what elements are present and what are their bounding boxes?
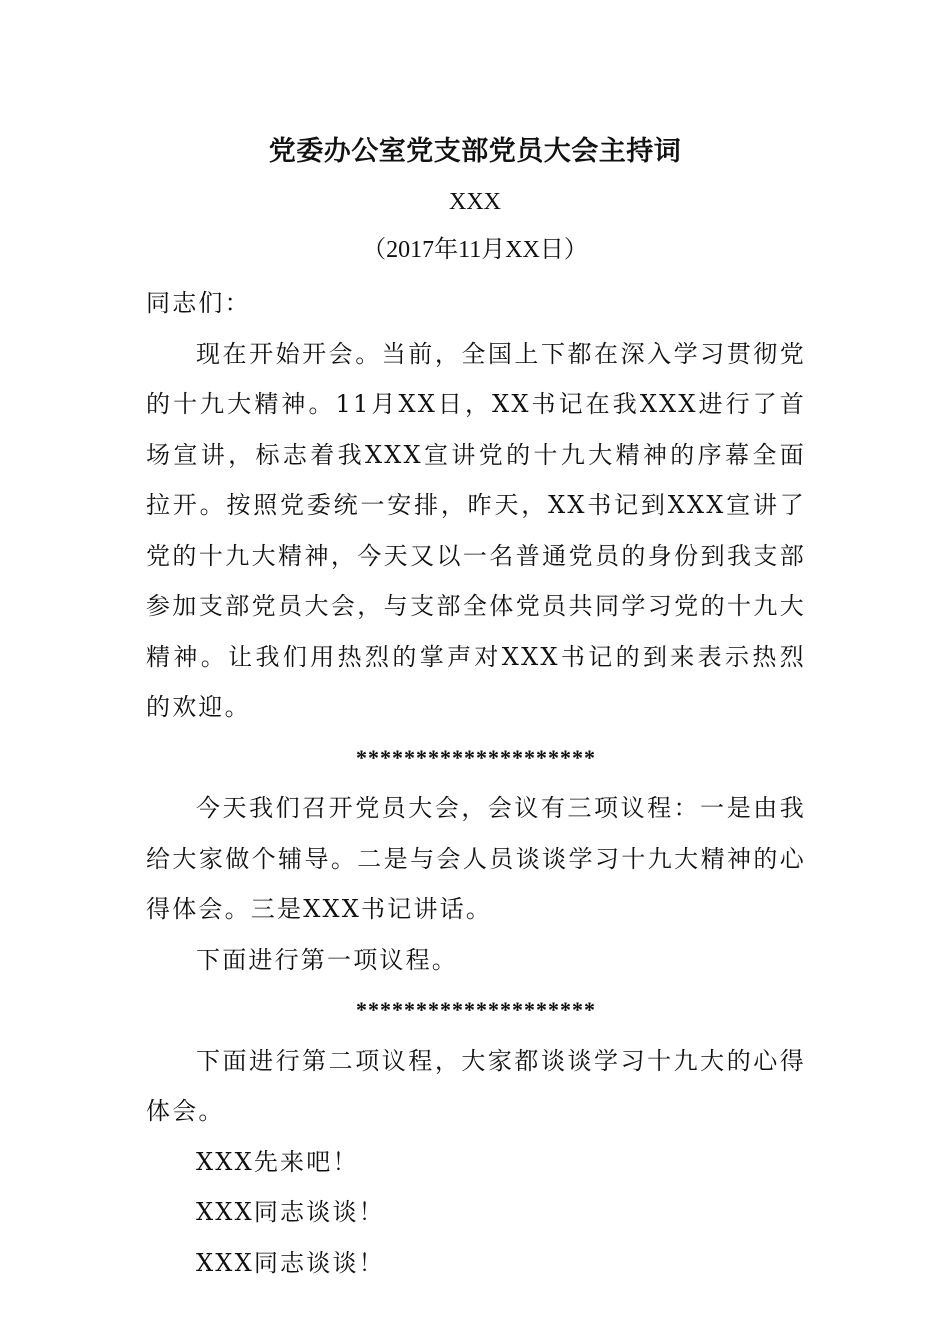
paragraph-speaker-call: XXX同志谈谈！ [196, 1198, 385, 1226]
paragraph-opening: 现在开始开会。当前，全国上下都在深入学习贯彻党的十九大精神。11月XX日，XX书记在我XXX进行了首场宣讲，标志着我XXX宣讲党的十九大精神的序幕全面拉开。按照党委统一安排，昨天，XX书记到XXX宣讲了党的十九大精神，今天又以一名普通党员的身份到我支部参加支部党员大会，与支部全体党员共同学习党的十九大精神。让我们用热烈的掌声对XXX书记的到来表示热烈的欢迎。 [146, 339, 806, 721]
document-body [146, 278, 806, 1288]
section-separator: ******************** [356, 744, 596, 770]
paragraph-speaker-call: XXX同志谈谈！ [196, 1248, 385, 1277]
paragraph-first-item: 下面进行第一项议程。 [196, 945, 458, 974]
section-separator: ******************** [356, 997, 596, 1022]
document-date: （2017年11月XX日） [362, 237, 588, 263]
salutation: 同志们： [146, 289, 251, 317]
document-author: XXX [449, 189, 501, 215]
paragraph-second-item: 下面进行第二项议程，大家都谈谈学习十九大的心得体会。 [146, 1046, 806, 1125]
paragraph-speaker-call: XXX先来吧！ [196, 1147, 359, 1176]
paragraph-agenda: 今天我们召开党员大会，会议有三项议程：一是由我给大家做个辅导。二是与会人员谈谈学习十九大精神的心得体会。三是XXX书记讲话。 [146, 794, 806, 923]
document-title: 党委办公室党支部党员大会主持词 [268, 136, 682, 167]
